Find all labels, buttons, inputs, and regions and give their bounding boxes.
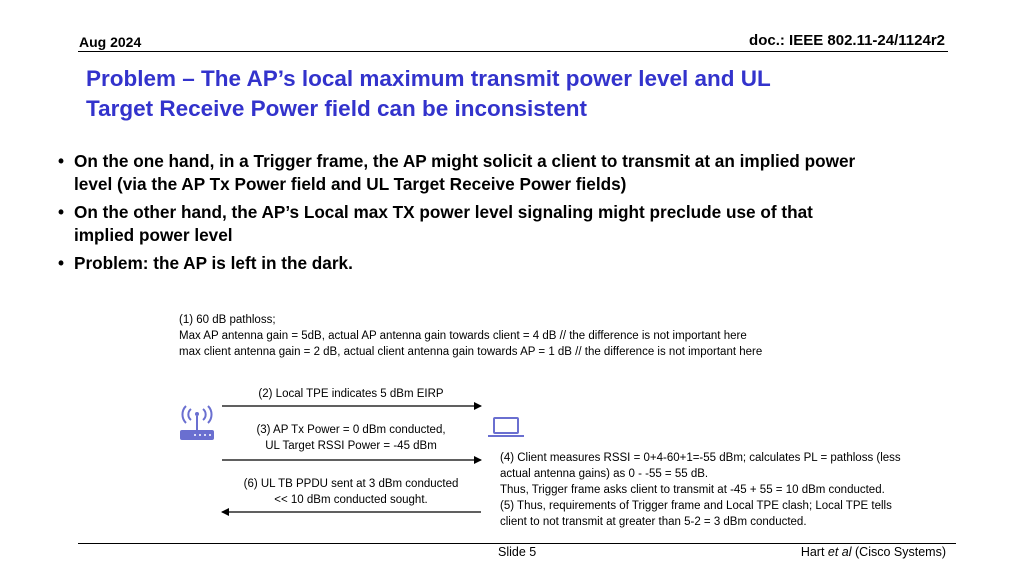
message-6-label	[222, 477, 480, 508]
message-6-line: << 10 dBm conducted sought.	[274, 493, 428, 506]
author-name: Hart	[800, 545, 828, 559]
footer-divider	[78, 543, 956, 544]
message-3-line: (3) AP Tx Power = 0 dBm conducted,	[256, 424, 446, 436]
bullet-text-line: implied power level	[74, 225, 233, 245]
assumption-line: Max AP antenna gain = 5dB, actual AP antenna gain towards client = 4 dB // the difference is not important here	[179, 330, 747, 342]
client-calculation-note	[500, 450, 960, 530]
slide-number: Slide 5	[498, 545, 537, 559]
message-3-label	[222, 423, 480, 454]
assumption-line: (1) 60 dB pathloss;	[179, 314, 276, 326]
note-line: client to not transmit at greater than 5-2 = 3 dBm conducted.	[500, 516, 807, 528]
bullet-marker: •	[58, 202, 65, 222]
message-3-line: UL Target RSSI Power = -45 dBm	[265, 439, 437, 452]
bullet-text-line: On the other hand, the AP’s Local max TX power level signaling might preclude use of that	[74, 202, 813, 222]
bullet-marker: •	[58, 151, 65, 171]
date-label: Aug 2024	[79, 34, 142, 50]
bullet-marker: •	[58, 253, 65, 273]
author-credit	[760, 545, 946, 559]
assumption-line: max client antenna gain = 2 dB, actual client antenna gain towards AP = 1 dB // the difference is not important here	[179, 346, 763, 358]
title-line-2: Target Receive Power field can be inconsistent	[86, 96, 587, 121]
note-line: actual antenna gains) as 0 - -55 = 55 dB.	[500, 468, 709, 480]
bullet-text-line: On the one hand, in a Trigger frame, the AP might solicit a client to transmit at an implied power	[74, 151, 856, 171]
message-2-label: (2) Local TPE indicates 5 dBm EIRP	[258, 388, 444, 400]
author-etal: et al	[827, 545, 852, 559]
title-line-1: Problem – The AP’s local maximum transmit power level and UL	[86, 66, 771, 91]
message-6-line: (6) UL TB PPDU sent at 3 dBm conducted	[243, 478, 459, 490]
bullet-text-line: level (via the AP Tx Power field and UL Target Receive Power fields)	[74, 174, 627, 194]
note-line: Thus, Trigger frame asks client to transmit at -45 + 55 = 10 dBm conducted.	[500, 484, 885, 496]
note-line: (5) Thus, requirements of Trigger frame and Local TPE clash; Local TPE tells	[500, 500, 892, 512]
wifi-router-icon	[180, 406, 214, 440]
document-id: doc.: IEEE 802.11-24/1124r2	[749, 32, 945, 49]
author-org: (Cisco Systems)	[851, 545, 946, 559]
note-line: (4) Client measures RSSI = 0+4-60+1=-55 dBm; calculates PL = pathloss (less	[500, 452, 901, 464]
bullet-text-line: Problem: the AP is left in the dark.	[74, 253, 353, 273]
laptop-icon	[488, 418, 524, 436]
